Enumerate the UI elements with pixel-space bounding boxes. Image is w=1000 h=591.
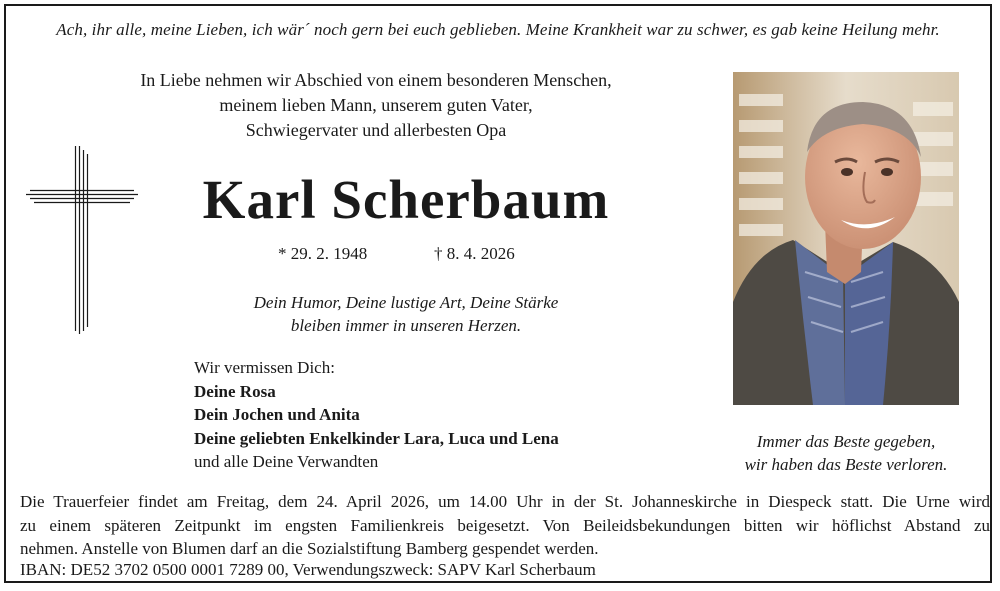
caption-line: wir haben das Beste verloren. xyxy=(744,455,948,474)
notice-line: Die Trauerfeier findet am Freitag, dem 24. April 2026, um 14.00 Uhr in der St. Johanneskirche in Diespeck statt. Die Urne wird xyxy=(20,492,990,511)
opening-quote: Ach, ihr alle, meine Lieben, ich wär´ noch gern bei euch geblieben. Meine Krankheit war zu schwer, es gab keine Heilung mehr. xyxy=(56,20,940,39)
deceased-name: Karl Scherbaum xyxy=(202,169,610,230)
photo-caption xyxy=(706,430,986,476)
mourner-name: Deine Rosa xyxy=(194,381,276,401)
mourner-name: Deine geliebten Enkelkinder Lara, Luca und Lena xyxy=(194,428,559,448)
mourners-intro: Wir vermissen Dich: xyxy=(194,358,335,377)
cross-icon xyxy=(26,146,138,334)
mourners-closing: und alle Deine Verwandten xyxy=(194,452,379,471)
mourner-name: Dein Jochen und Anita xyxy=(194,405,360,424)
notice-line: zu einem späteren Zeitpunkt im engsten Familienkreis beigesetzt. Von Beileidsbekundungen bitten wir höflichst Abstand zu xyxy=(20,515,990,535)
intro-line: In Liebe nehmen wir Abschied von einem besonderen Menschen, xyxy=(140,70,612,90)
death-date: † 8. 4. 2026 xyxy=(434,244,515,263)
motto xyxy=(236,291,576,337)
portrait-photo xyxy=(733,72,959,405)
intro-text xyxy=(136,68,616,143)
intro-line: Schwiegervater und allerbesten Opa xyxy=(245,120,507,140)
birth-date: * 29. 2. 1948 xyxy=(278,244,368,263)
obituary-frame xyxy=(4,4,992,583)
motto-line: bleiben immer in unseren Herzen. xyxy=(290,316,522,335)
motto-line: Dein Humor, Deine lustige Art, Deine Stärke xyxy=(253,293,559,312)
iban-info: IBAN: DE52 3702 0500 0001 7289 00, Verwendungszweck: SAPV Karl Scherbaum xyxy=(20,560,596,579)
notice-line: nehmen. Anstelle von Blumen darf an die Sozialstiftung Bamberg gespendet werden. xyxy=(20,539,599,558)
caption-line: Immer das Beste gegeben, xyxy=(756,432,936,451)
funeral-notice xyxy=(20,490,990,561)
mourners-list xyxy=(194,356,559,474)
intro-line: meinem lieben Mann, unserem guten Vater, xyxy=(219,95,533,115)
